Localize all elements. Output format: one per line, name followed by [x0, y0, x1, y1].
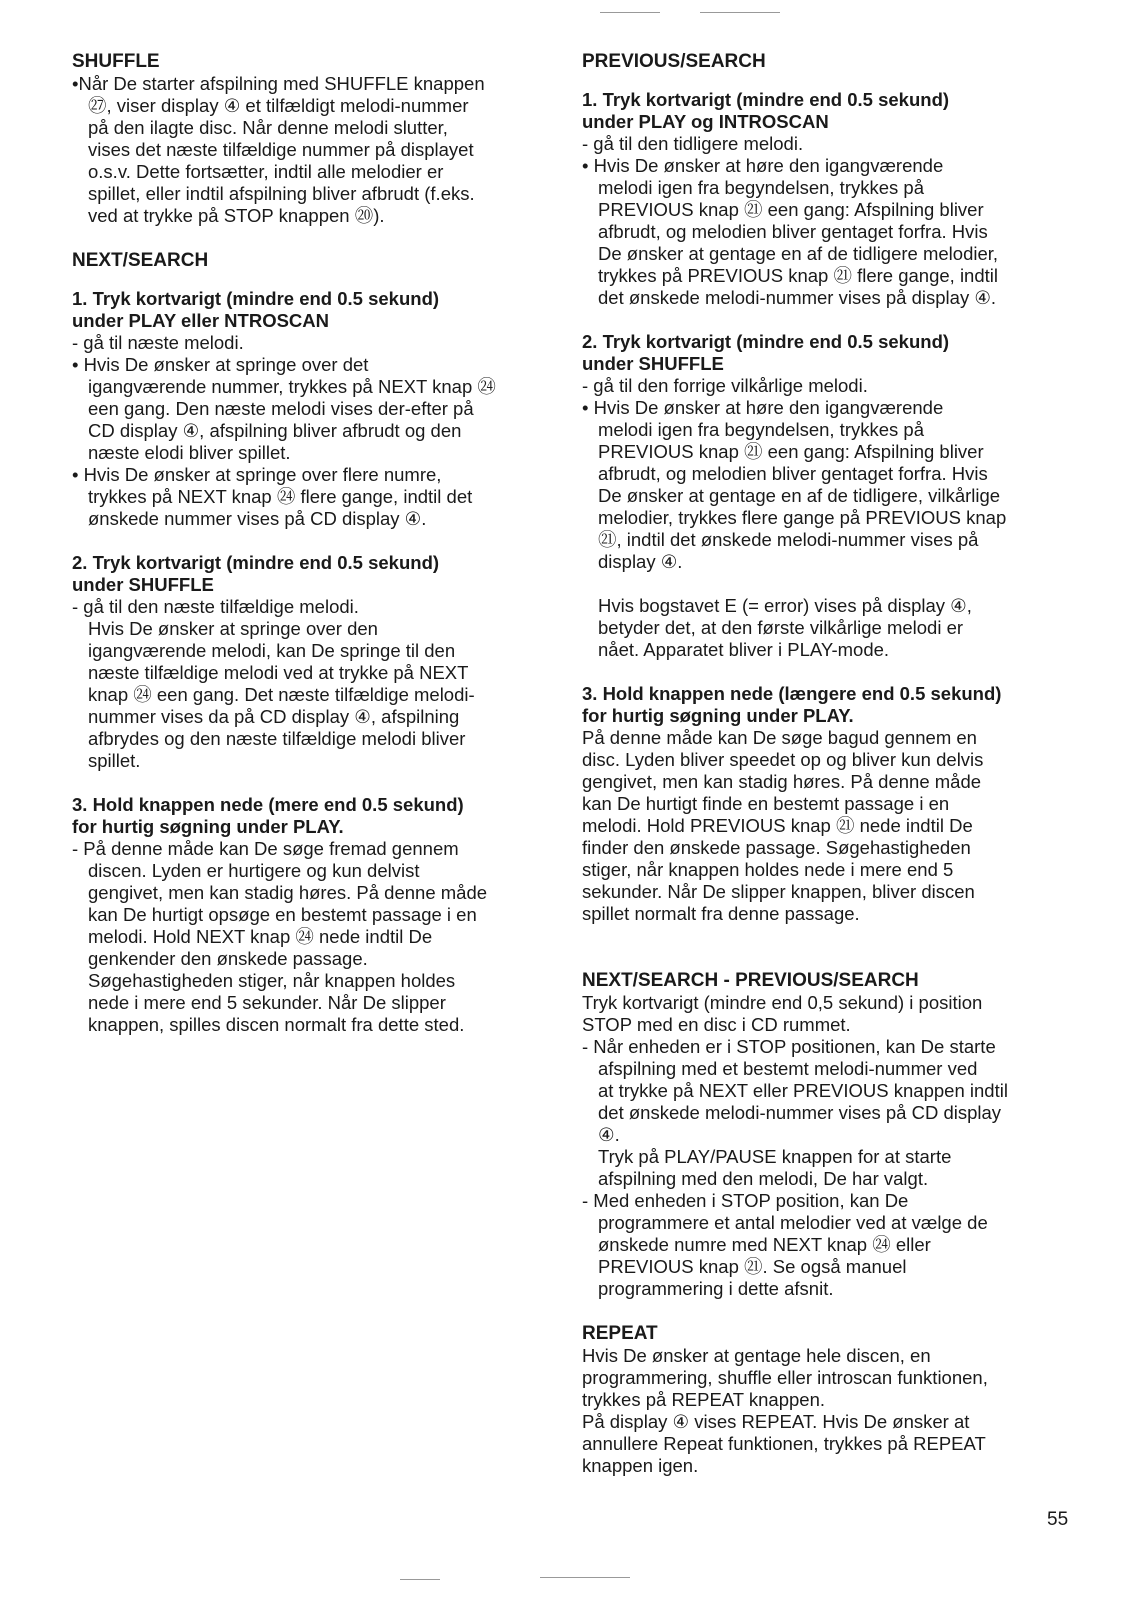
shuffle-line: •Når De starter afspilning med SHUFFLE knappen: [72, 73, 485, 94]
repeat-heading: REPEAT: [582, 1323, 658, 1344]
next-search-step3-line: kan De hurtigt opsøge en bestemt passage i en: [88, 904, 477, 925]
previous-search-step1-line: De ønsker at gentage en af de tidligere melodier,: [598, 243, 999, 264]
scan-artifact: [600, 12, 660, 13]
shuffle-line: ㉗, viser display ④ et tilfældigt melodi-nummer: [88, 95, 469, 116]
next-previous-line: at trykke på NEXT eller PREVIOUS knappen indtil: [598, 1080, 1008, 1101]
previous-search-step1-line: • Hvis De ønsker at høre den igangværende: [582, 155, 944, 176]
previous-search-step2-line: PREVIOUS knap ㉑ een gang: Afspilning bliver: [598, 441, 984, 462]
previous-search-step1-line: trykkes på PREVIOUS knap ㉑ flere gange, indtil: [598, 265, 998, 286]
next-search-step2-line: - gå til den næste tilfældige melodi.: [72, 596, 359, 617]
previous-search-step2-title: 2. Tryk kortvarigt (mindre end 0.5 sekund): [582, 331, 950, 352]
previous-search-section: [582, 50, 1082, 925]
scan-artifact: [700, 12, 780, 13]
previous-search-step3-line: sekunder. Når De slipper knappen, bliver discen: [582, 881, 975, 902]
previous-search-step2-line: melodier, trykkes flere gange på PREVIOUS knap: [598, 507, 1007, 528]
error-note-line: nået. Apparatet bliver i PLAY-mode.: [598, 639, 890, 660]
previous-search-step2-line: De ønsker at gentage en af de tidligere, vilkårlige: [598, 485, 1001, 506]
next-search-step2-line: næste tilfældige melodi ved at trykke på NEXT: [88, 662, 469, 683]
next-search-step3-line: melodi. Hold NEXT knap ㉔ nede indtil De: [88, 926, 433, 947]
repeat-line: På display ④ vises REPEAT. Hvis De ønsker at: [582, 1411, 970, 1432]
repeat-line: knappen igen.: [582, 1455, 699, 1476]
next-search-step1-line: næste elodi bliver spillet.: [88, 442, 291, 463]
next-search-step2-title: under SHUFFLE: [72, 574, 214, 595]
next-search-step1-line: - gå til næste melodi.: [72, 332, 244, 353]
previous-search-step3-line: kan De hurtigt finde en bestemt passage i en: [582, 793, 950, 814]
previous-search-step1-line: afbrudt, og melodien bliver gentaget forfra. Hvis: [598, 221, 988, 242]
scan-artifact: [400, 1579, 440, 1580]
previous-search-heading: PREVIOUS/SEARCH: [582, 51, 766, 72]
next-search-step1-line: • Hvis De ønsker at springe over det: [72, 354, 369, 375]
previous-search-step3-line: På denne måde kan De søge bagud gennem en: [582, 727, 977, 748]
next-search-step2-line: knap ㉔ een gang. Det næste tilfældige melodi-: [88, 684, 475, 705]
shuffle-line: vises det næste tilfældige nummer på displayet: [88, 139, 474, 160]
next-search-step2-line: spillet.: [88, 750, 141, 771]
left-column: [72, 50, 552, 1058]
next-search-step3-line: Søgehastigheden stiger, når knappen holdes: [88, 970, 456, 991]
previous-search-step3-title: for hurtig søgning under PLAY.: [582, 705, 854, 726]
shuffle-line: spillet, eller indtil afspilning bliver afbrudt (f.eks.: [88, 183, 475, 204]
next-previous-heading: NEXT/SEARCH - PREVIOUS/SEARCH: [582, 970, 919, 991]
next-search-step2-line: Hvis De ønsker at springe over den: [88, 618, 378, 639]
repeat-section: [582, 1322, 1082, 1477]
shuffle-line: ved at trykke på STOP knappen ⑳).: [88, 205, 385, 226]
next-search-step3-title: for hurtig søgning under PLAY.: [72, 816, 344, 837]
repeat-line: Hvis De ønsker at gentage hele discen, en: [582, 1345, 931, 1366]
next-search-step3-line: genkender den ønskede passage.: [88, 948, 368, 969]
next-search-step2-line: igangværende melodi, kan De springe til den: [88, 640, 456, 661]
previous-search-step3-line: spillet normalt fra denne passage.: [582, 903, 860, 924]
next-previous-line: programmering i dette afsnit.: [598, 1278, 834, 1299]
next-search-step1-title: 1. Tryk kortvarigt (mindre end 0.5 sekund): [72, 288, 440, 309]
next-previous-line: afspilning med den melodi, De har valgt.: [598, 1168, 929, 1189]
shuffle-line: o.s.v. Dette fortsætter, indtil alle melodier er: [88, 161, 444, 182]
previous-search-step3-line: stiger, når knappen holdes nede i mere end 5: [582, 859, 954, 880]
next-previous-line: programmere et antal melodier ved at vælge de: [598, 1212, 988, 1233]
previous-search-step1-line: det ønskede melodi-nummer vises på display ④.: [598, 287, 997, 308]
previous-search-step2-line: • Hvis De ønsker at høre den igangværende: [582, 397, 944, 418]
next-search-step3-line: knappen, spilles discen normalt fra dette sted.: [88, 1014, 465, 1035]
next-search-step3-title: 3. Hold knappen nede (mere end 0.5 sekund): [72, 794, 464, 815]
page-number: 55: [1047, 1509, 1069, 1530]
next-search-step2-line: afbrydes og den næste tilfældige melodi bliver: [88, 728, 466, 749]
next-previous-line: - Når enheden er i STOP positionen, kan De starte: [582, 1036, 996, 1057]
shuffle-section: [72, 50, 552, 227]
next-previous-line: - Med enheden i STOP position, kan De: [582, 1190, 909, 1211]
previous-search-step1-title: 1. Tryk kortvarigt (mindre end 0.5 sekund): [582, 89, 950, 110]
previous-search-step3-line: finder den ønskede passage. Søgehastigheden: [582, 837, 971, 858]
right-column: [582, 50, 1082, 1499]
previous-search-step3-line: gengivet, men kan stadig høres. På denne måde: [582, 771, 982, 792]
next-search-step3-line: discen. Lyden er hurtigere og kun delvist: [88, 860, 420, 881]
next-previous-line: afspilning med et bestemt melodi-nummer ved: [598, 1058, 978, 1079]
previous-search-step1-title: under PLAY og INTROSCAN: [582, 111, 829, 132]
next-search-step3-line: nede i mere end 5 sekunder. Når De slipper: [88, 992, 446, 1013]
next-previous-section: [582, 969, 1082, 1300]
repeat-line: annullere Repeat funktionen, trykkes på REPEAT: [582, 1433, 986, 1454]
previous-search-step1-line: melodi igen fra begyndelsen, trykkes på: [598, 177, 924, 198]
next-search-step2-line: nummer vises da på CD display ④, afspilning: [88, 706, 460, 727]
error-note-line: betyder det, at den første vilkårlige melodi er: [598, 617, 964, 638]
shuffle-heading: SHUFFLE: [72, 51, 160, 72]
next-search-heading: NEXT/SEARCH: [72, 250, 209, 271]
next-previous-line: ④.: [598, 1124, 620, 1145]
previous-search-step2-line: display ④.: [598, 551, 683, 572]
next-previous-line: PREVIOUS knap ㉑. Se også manuel: [598, 1256, 907, 1277]
next-search-step1-line: ønskede nummer vises på CD display ④.: [88, 508, 427, 529]
next-search-step2-title: 2. Tryk kortvarigt (mindre end 0.5 sekund): [72, 552, 440, 573]
next-search-step3-line: gengivet, men kan stadig høres. På denne måde: [88, 882, 488, 903]
repeat-line: trykkes på REPEAT knappen.: [582, 1389, 826, 1410]
next-search-step1-title: under PLAY eller NTROSCAN: [72, 310, 330, 331]
next-previous-line: det ønskede melodi-nummer vises på CD display: [598, 1102, 1002, 1123]
previous-search-step2-line: ㉑, indtil det ønskede melodi-nummer vises på: [598, 529, 979, 550]
next-previous-intro: Tryk kortvarigt (mindre end 0,5 sekund) i position: [582, 992, 983, 1013]
next-search-step3-line: - På denne måde kan De søge fremad gennem: [72, 838, 459, 859]
previous-search-step1-line: - gå til den tidligere melodi.: [582, 133, 804, 154]
previous-search-step2-line: afbrudt, og melodien bliver gentaget forfra. Hvis: [598, 463, 988, 484]
previous-search-step2-title: under SHUFFLE: [582, 353, 724, 374]
next-search-step1-line: igangværende nummer, trykkes på NEXT knap ㉔: [88, 376, 496, 397]
next-previous-line: Tryk på PLAY/PAUSE knappen for at starte: [598, 1146, 952, 1167]
next-search-step1-line: trykkes på NEXT knap ㉔ flere gange, indtil det: [88, 486, 473, 507]
next-previous-intro: STOP med en disc i CD rummet.: [582, 1014, 851, 1035]
error-note-line: Hvis bogstavet E (= error) vises på display ④,: [598, 595, 972, 616]
next-search-section: [72, 249, 552, 1036]
previous-search-step2-line: melodi igen fra begyndelsen, trykkes på: [598, 419, 924, 440]
shuffle-line: på den ilagte disc. Når denne melodi slutter,: [88, 117, 448, 138]
next-search-step1-line: • Hvis De ønsker at springe over flere numre,: [72, 464, 442, 485]
previous-search-step2-line: - gå til den forrige vilkårlige melodi.: [582, 375, 868, 396]
next-search-step1-line: CD display ④, afspilning bliver afbrudt og den: [88, 420, 462, 441]
previous-search-step1-line: PREVIOUS knap ㉑ een gang: Afspilning bliver: [598, 199, 984, 220]
next-previous-line: ønskede numre med NEXT knap ㉔ eller: [598, 1234, 931, 1255]
previous-search-step3-line: melodi. Hold PREVIOUS knap ㉑ nede indtil De: [582, 815, 973, 836]
repeat-line: programmering, shuffle eller introscan funktionen,: [582, 1367, 988, 1388]
previous-search-step3-line: disc. Lyden bliver speedet op og bliver kun delvis: [582, 749, 984, 770]
next-search-step1-line: een gang. Den næste melodi vises der-efter på: [88, 398, 474, 419]
scan-artifact: [540, 1577, 630, 1578]
previous-search-step3-title: 3. Hold knappen nede (længere end 0.5 sekund): [582, 683, 1002, 704]
